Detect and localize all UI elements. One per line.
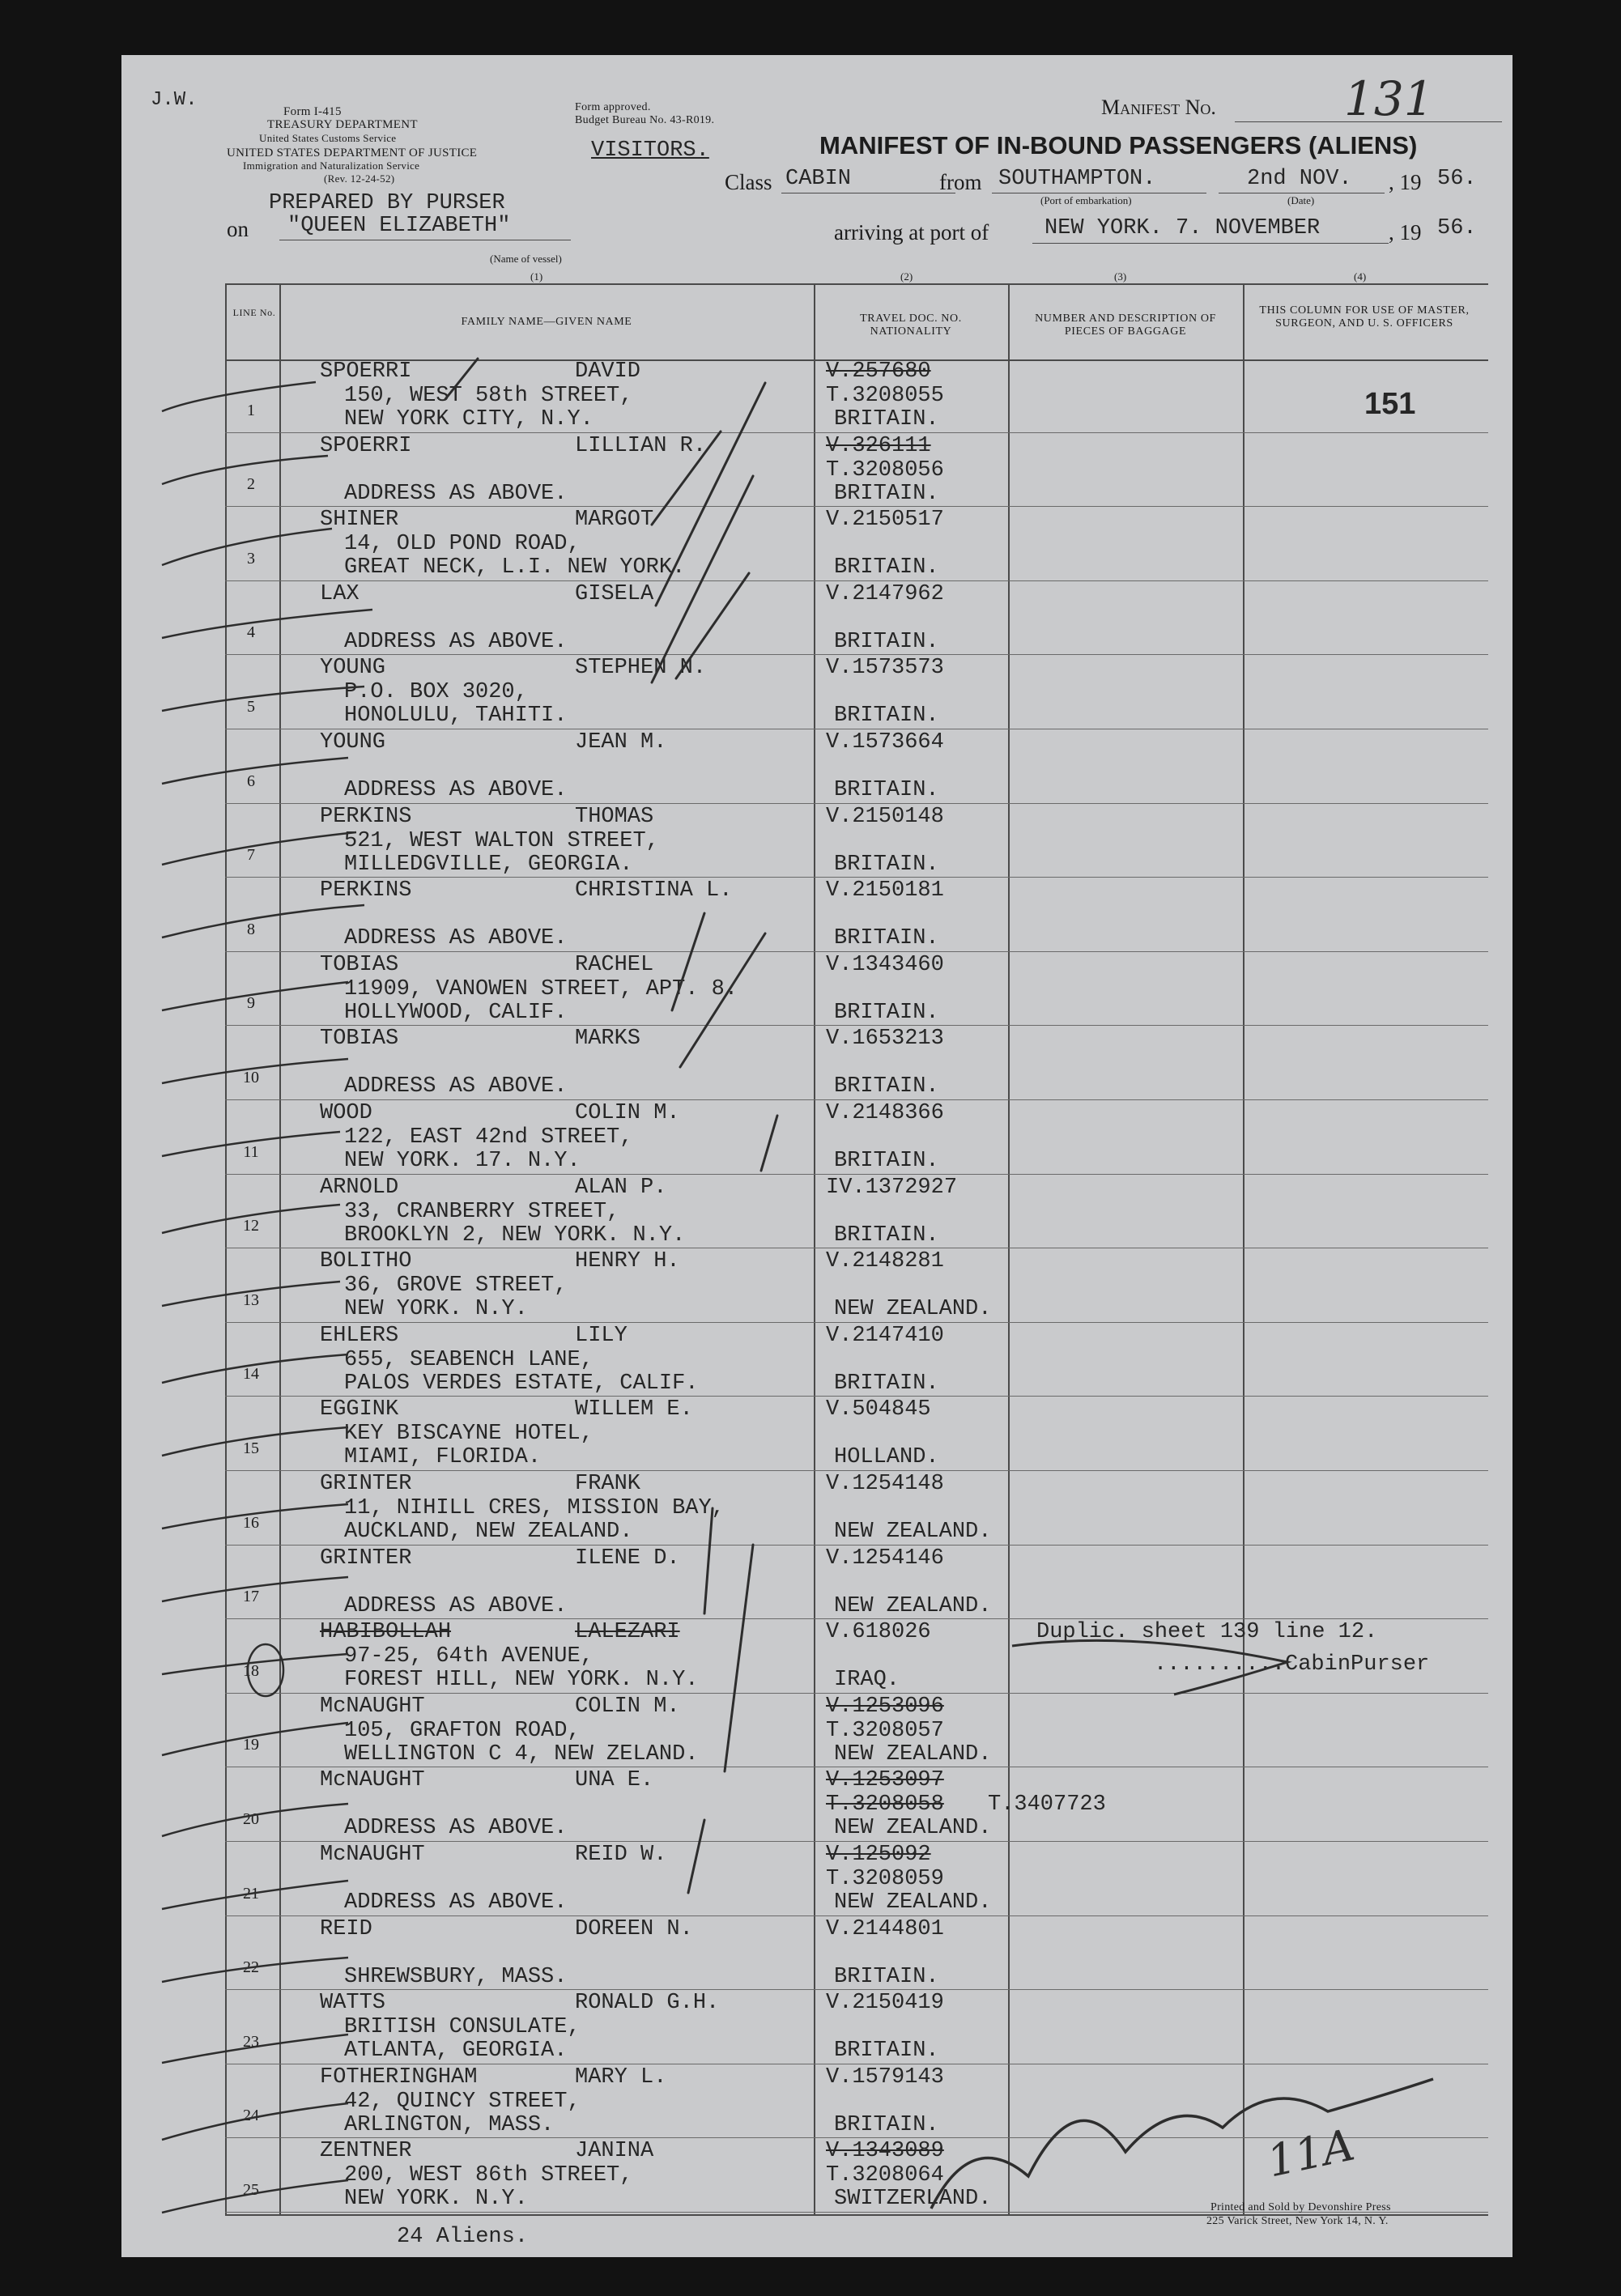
nationality: SWITZERLAND. (834, 2187, 992, 2212)
line-number: 15 (243, 1439, 259, 1457)
given-name: HENRY H. (575, 1249, 680, 1274)
nationality: BRITAIN. (834, 1149, 939, 1173)
travel-doc-number: V.326111 (826, 433, 931, 458)
travel-doc-number: V.2150148 (826, 804, 944, 829)
nationality: BRITAIN. (834, 1371, 939, 1396)
line-number: 22 (243, 1958, 259, 1977)
row-separator (225, 1989, 1488, 1990)
col3-number: (3) (1114, 270, 1127, 283)
signature-initials: 11A (1262, 2119, 1359, 2188)
year-1: 56. (1437, 167, 1477, 191)
travel-doc-number: V.2147410 (826, 1323, 944, 1348)
embarkation-port: SOUTHAMPTON. (998, 167, 1156, 191)
row-separator (225, 1470, 1488, 1471)
table-row (121, 1176, 1513, 1250)
table-row (121, 508, 1513, 582)
margin-note: J.W. (151, 89, 198, 111)
family-name: FOTHERINGHAM (320, 2064, 478, 2090)
table-row (121, 1472, 1513, 1546)
form-number: Form I-415 (283, 105, 342, 118)
baggage-note-signature: ..........CabinPurser (1154, 1652, 1430, 1677)
family-name: TOBIAS (320, 1027, 399, 1052)
line-number: 3 (247, 549, 255, 568)
family-name: SPOERRI (320, 359, 412, 384)
given-name: JANINA (575, 2139, 654, 2164)
vessel-caption: (Name of vessel) (490, 253, 562, 265)
arriving-underline (1032, 243, 1389, 244)
travel-doc-number: V.1573664 (826, 730, 944, 755)
table-row (121, 1694, 1513, 1769)
table-top-border (225, 283, 1488, 285)
line-number: 8 (247, 920, 255, 938)
manifest-no-label: Manifest No. (1101, 96, 1216, 119)
line-number: 18 (243, 1661, 259, 1680)
row-separator (225, 951, 1488, 952)
travel-doc-number: V.1573573 (826, 656, 944, 681)
nationality: NEW ZEALAND. (834, 1890, 992, 1915)
family-name: HABIBOLLAH (320, 1620, 452, 1645)
family-name: REID (320, 1916, 372, 1941)
travel-doc-number: V.2150181 (826, 878, 944, 904)
given-name: GISELA (575, 581, 654, 606)
family-name: BOLITHO (320, 1249, 412, 1274)
printer-line-1: Printed and Sold by Devonshire Press (1210, 2201, 1391, 2213)
row-separator (225, 1174, 1488, 1175)
address-line-2: MIAMI, FLORIDA. (344, 1445, 542, 1470)
travel-doc-number: V.2144801 (826, 1916, 944, 1941)
family-name: SPOERRI (320, 433, 412, 458)
family-name: SHINER (320, 508, 399, 533)
prepared-by: PREPARED BY PURSER (269, 191, 505, 215)
nationality: BRITAIN. (834, 778, 939, 802)
year-2: 56. (1437, 216, 1477, 240)
travel-doc-number: V.504845 (826, 1397, 931, 1422)
form-approved: Form approved. (575, 101, 651, 113)
family-name: EHLERS (320, 1323, 399, 1348)
nationality: BRITAIN. (834, 555, 939, 580)
travel-doc-number: V.1343089 (826, 2139, 944, 2164)
nationality: NEW ZEALAND. (834, 1816, 992, 1841)
family-name: WOOD (320, 1101, 372, 1125)
line-number: 4 (247, 623, 255, 642)
family-name: PERKINS (320, 804, 412, 829)
from-label: from (939, 170, 982, 194)
col-header-officers: THIS COLUMN FOR USE OF MASTER, SURGEON, AND U. S. OFFICERS (1259, 304, 1470, 330)
address-line-1: 105, GRAFTON ROAD, (344, 1718, 581, 1743)
nationality: NEW ZEALAND. (834, 1741, 992, 1767)
given-name: CHRISTINA L. (575, 878, 733, 904)
row-separator (225, 1099, 1488, 1100)
line-number: 16 (243, 1513, 259, 1532)
address-line-2: ADDRESS AS ABOVE. (344, 1816, 568, 1841)
line-number: 12 (243, 1217, 259, 1235)
given-name: LILY (575, 1323, 628, 1348)
row-separator (225, 877, 1488, 878)
row-separator (225, 506, 1488, 507)
line-number: 1 (247, 401, 255, 419)
table-row (121, 656, 1513, 730)
form-customs: United States Customs Service (259, 132, 397, 144)
given-name: ALAN P. (575, 1175, 667, 1200)
given-name: LALEZARI (575, 1620, 680, 1645)
address-line-2: HONOLULU, TAHITI. (344, 704, 568, 729)
travel-doc-number-2: T.3208058 (826, 1792, 944, 1818)
nationality: IRAQ. (834, 1668, 900, 1693)
address-line-2: ADDRESS AS ABOVE. (344, 1890, 568, 1915)
nationality: BRITAIN. (834, 704, 939, 729)
table-row (121, 878, 1513, 953)
travel-doc-number-3: T.3407723 (988, 1792, 1106, 1818)
family-name: ZENTNER (320, 2139, 412, 2164)
officer-note: 151 (1364, 387, 1416, 421)
line-number: 10 (243, 1068, 259, 1086)
travel-doc-number-2: T.3208059 (826, 1867, 944, 1891)
line-number: 11 (243, 1142, 259, 1161)
line-number: 17 (243, 1588, 259, 1606)
row-separator (225, 654, 1488, 655)
baggage-note: Duplic. sheet 139 line 12. (1036, 1620, 1378, 1645)
row-separator (225, 1618, 1488, 1619)
travel-doc-number: V.2148366 (826, 1101, 944, 1125)
address-line-2: FOREST HILL, NEW YORK. N.Y. (344, 1668, 699, 1693)
alien-count: 24 Aliens. (397, 2225, 529, 2249)
family-name: GRINTER (320, 1546, 412, 1571)
address-line-1: 11909, VANOWEN STREET, APT. 8. (344, 976, 738, 1001)
line-number: 13 (243, 1290, 259, 1309)
family-name: PERKINS (320, 878, 412, 904)
given-name: RONALD G.H. (575, 1991, 720, 2016)
address-line-1: BRITISH CONSULATE, (344, 2015, 581, 2040)
address-line-2: PALOS VERDES ESTATE, CALIF. (344, 1371, 699, 1396)
nationality: NEW ZEALAND. (834, 1593, 992, 1618)
travel-doc-number: V.2150517 (826, 508, 944, 533)
form-rev: (Rev. 12-24-52) (324, 172, 395, 185)
col-header-line: LINE No. (232, 307, 276, 318)
address-line-1: 42, QUINCY STREET, (344, 2089, 581, 2114)
table-row (121, 1324, 1513, 1398)
row-separator (225, 1322, 1488, 1323)
address-line-2: SHREWSBURY, MASS. (344, 1964, 568, 1989)
given-name: STEPHEN N. (575, 656, 707, 681)
row-separator (225, 1396, 1488, 1397)
nationality: NEW ZEALAND. (834, 1297, 992, 1322)
table-row (121, 1027, 1513, 1101)
table-row (121, 1249, 1513, 1324)
family-name: ARNOLD (320, 1175, 399, 1200)
line-number: 2 (247, 475, 255, 494)
line-number: 25 (243, 2180, 259, 2199)
address-line-1: 521, WEST WALTON STREET, (344, 828, 659, 853)
given-name: DAVID (575, 359, 641, 384)
year-prefix-2: , 19 (1389, 220, 1422, 244)
given-name: MARY L. (575, 2064, 667, 2090)
given-name: FRANK (575, 1472, 641, 1496)
address-line-2: ADDRESS AS ABOVE. (344, 481, 568, 506)
table-row (121, 1397, 1513, 1472)
line-number: 7 (247, 846, 255, 865)
given-name: LILLIAN R. (575, 433, 707, 458)
manifest-title: MANIFEST OF IN-BOUND PASSENGERS (ALIENS) (819, 131, 1418, 159)
given-name: COLIN M. (575, 1694, 680, 1719)
given-name: DOREEN N. (575, 1916, 693, 1941)
class-value: CABIN (785, 167, 852, 191)
form-budget: Budget Bureau No. 43-R019. (575, 114, 715, 126)
col-header-baggage: NUMBER AND DESCRIPTION OF PIECES OF BAGGAGE (1035, 313, 1216, 338)
on-label: on (227, 217, 249, 241)
table-row (121, 1101, 1513, 1176)
manifest-sheet (121, 55, 1513, 2257)
address-line-2: ADDRESS AS ABOVE. (344, 778, 568, 802)
table-row (121, 1917, 1513, 1992)
address-line-2: HOLLYWOOD, CALIF. (344, 1000, 568, 1025)
row-separator (225, 432, 1488, 433)
col-header-name: FAMILY NAME—GIVEN NAME (461, 316, 632, 328)
nationality: BRITAIN. (834, 2039, 939, 2064)
arrival-port: NEW YORK. 7. NOVEMBER (1045, 216, 1321, 240)
table-row (121, 1620, 1513, 1694)
address-line-2: BROOKLYN 2, NEW YORK. N.Y. (344, 1222, 686, 1248)
row-separator (225, 580, 1488, 581)
nationality: BRITAIN. (834, 1222, 939, 1248)
family-name: GRINTER (320, 1472, 412, 1496)
family-name: McNAUGHT (320, 1768, 425, 1793)
family-name: YOUNG (320, 656, 386, 681)
form-justice: UNITED STATES DEPARTMENT OF JUSTICE (227, 147, 478, 159)
col-header-doc: TRAVEL DOC. NO. NATIONALITY (860, 313, 962, 338)
given-name: REID W. (575, 1843, 667, 1867)
given-name: COLIN M. (575, 1101, 680, 1125)
col1-number: (1) (530, 270, 543, 283)
table-row (121, 434, 1513, 508)
date-caption: (Date) (1287, 194, 1315, 206)
family-name: EGGINK (320, 1397, 399, 1422)
travel-doc-number: V.125092 (826, 1843, 931, 1867)
address-line-2: ARLINGTON, MASS. (344, 2112, 555, 2137)
address-line-1: KEY BISCAYNE HOTEL, (344, 1422, 594, 1447)
nationality: BRITAIN. (834, 629, 939, 654)
table-row (121, 1546, 1513, 1621)
address-line-2: MILLEDGVILLE, GEORGIA. (344, 852, 633, 877)
travel-doc-number: V.257680 (826, 359, 931, 384)
address-line-2: ADDRESS AS ABOVE. (344, 1074, 568, 1099)
travel-doc-number: V.2147962 (826, 581, 944, 606)
line-number: 21 (243, 1884, 259, 1903)
address-line-2: ADDRESS AS ABOVE. (344, 926, 568, 951)
family-name: McNAUGHT (320, 1843, 425, 1867)
travel-doc-number: IV.1372927 (826, 1175, 958, 1200)
line-number: 6 (247, 772, 255, 790)
line-number: 23 (243, 2032, 259, 2051)
address-line-1: P.O. BOX 3020, (344, 680, 528, 705)
given-name: RACHEL (575, 952, 654, 977)
line-number: 5 (247, 697, 255, 716)
family-name: LAX (320, 581, 360, 606)
address-line-1: 36, GROVE STREET, (344, 1273, 568, 1299)
nationality: BRITAIN. (834, 2112, 939, 2137)
table-row (121, 582, 1513, 657)
given-name: MARGOT (575, 508, 654, 533)
nationality: BRITAIN. (834, 926, 939, 951)
given-name: MARKS (575, 1027, 641, 1052)
travel-doc-number: V.1254146 (826, 1546, 944, 1571)
travel-doc-number-2: T.3208056 (826, 457, 944, 483)
table-row (121, 1991, 1513, 2065)
address-line-2: NEW YORK. N.Y. (344, 1297, 528, 1322)
travel-doc-number: V.1253096 (826, 1694, 944, 1719)
given-name: UNA E. (575, 1768, 654, 1793)
travel-doc-number-2: T.3208057 (826, 1718, 944, 1743)
family-name: McNAUGHT (320, 1694, 425, 1719)
travel-doc-number: V.1253097 (826, 1768, 944, 1793)
col4-number: (4) (1354, 270, 1367, 283)
given-name: ILENE D. (575, 1546, 680, 1571)
year-prefix-1: , 19 (1389, 170, 1422, 194)
vessel-name: "QUEEN ELIZABETH" (287, 214, 511, 238)
address-line-2: ADDRESS AS ABOVE. (344, 1593, 568, 1618)
line-number: 9 (247, 994, 255, 1013)
address-line-2: GREAT NECK, L.I. NEW YORK. (344, 555, 686, 580)
address-line-1: 14, OLD POND ROAD, (344, 532, 581, 557)
table-row (121, 359, 1513, 434)
travel-doc-number: V.2150419 (826, 1991, 944, 2016)
line-number: 14 (243, 1365, 259, 1384)
nationality: BRITAIN. (834, 852, 939, 877)
form-ins: Immigration and Naturalization Service (243, 159, 420, 172)
nationality: HOLLAND. (834, 1445, 939, 1470)
travel-doc-number: V.1579143 (826, 2064, 944, 2090)
address-line-2: AUCKLAND, NEW ZEALAND. (344, 1520, 633, 1544)
address-line-1: 11, NIHILL CRES, MISSION BAY, (344, 1496, 725, 1520)
nationality: BRITAIN. (834, 1964, 939, 1989)
class-label: Class (725, 170, 772, 194)
address-line-2: ADDRESS AS ABOVE. (344, 629, 568, 654)
address-line-1: 122, EAST 42nd STREET, (344, 1125, 633, 1150)
arriving-label: arriving at port of (834, 220, 989, 244)
travel-doc-number: V.1653213 (826, 1027, 944, 1052)
row-separator (225, 1693, 1488, 1694)
given-name: WILLEM E. (575, 1397, 693, 1422)
nationality: BRITAIN. (834, 407, 939, 432)
row-separator (225, 1545, 1488, 1546)
given-name: THOMAS (575, 804, 654, 829)
table-row (121, 1843, 1513, 1917)
address-line-2: NEW YORK CITY, N.Y. (344, 407, 594, 432)
family-name: WATTS (320, 1991, 386, 2016)
family-name: YOUNG (320, 730, 386, 755)
travel-doc-number-2: T.3208055 (826, 384, 944, 408)
travel-doc-number: V.1343460 (826, 952, 944, 977)
table-row (121, 805, 1513, 879)
row-separator (225, 803, 1488, 804)
address-line-1: 33, CRANBERRY STREET, (344, 1199, 620, 1224)
table-row (121, 730, 1513, 805)
address-line-1: 97-25, 64th AVENUE, (344, 1644, 594, 1669)
travel-doc-number: V.2148281 (826, 1249, 944, 1274)
table-row (121, 953, 1513, 1027)
nationality: BRITAIN. (834, 1074, 939, 1099)
line-number: 24 (243, 2107, 259, 2125)
table-row (121, 1768, 1513, 1843)
address-line-1: 200, WEST 86th STREET, (344, 2163, 633, 2188)
printer-line-2: 225 Varick Street, New York 14, N. Y. (1206, 2215, 1389, 2227)
address-line-2: NEW YORK. 17. N.Y. (344, 1149, 581, 1173)
travel-doc-number: V.1254148 (826, 1472, 944, 1496)
visitors-label: VISITORS. (591, 138, 709, 163)
address-line-2: NEW YORK. N.Y. (344, 2187, 528, 2212)
address-line-1: 655, SEABENCH LANE, (344, 1347, 594, 1372)
address-line-1: 150, WEST 58th STREET, (344, 384, 633, 408)
travel-doc-number-2: T.3208064 (826, 2163, 944, 2188)
manifest-number: 131 (1344, 71, 1434, 126)
family-name: TOBIAS (320, 952, 399, 977)
row-separator (225, 1841, 1488, 1842)
embarkation-date: 2nd NOV. (1247, 167, 1352, 191)
address-line-2: WELLINGTON C 4, NEW ZELAND. (344, 1741, 699, 1767)
row-separator (225, 1025, 1488, 1026)
line-number: 19 (243, 1736, 259, 1754)
nationality: BRITAIN. (834, 1000, 939, 1025)
nationality: BRITAIN. (834, 481, 939, 506)
address-line-2: ATLANTA, GEORGIA. (344, 2039, 568, 2064)
port-caption: (Port of embarkation) (1040, 194, 1132, 206)
nationality: NEW ZEALAND. (834, 1520, 992, 1544)
form-dept: TREASURY DEPARTMENT (267, 118, 418, 131)
travel-doc-number: V.618026 (826, 1620, 931, 1645)
given-name: JEAN M. (575, 730, 667, 755)
line-number: 20 (243, 1809, 259, 1828)
col2-number: (2) (900, 270, 913, 283)
row-separator (225, 1915, 1488, 1916)
